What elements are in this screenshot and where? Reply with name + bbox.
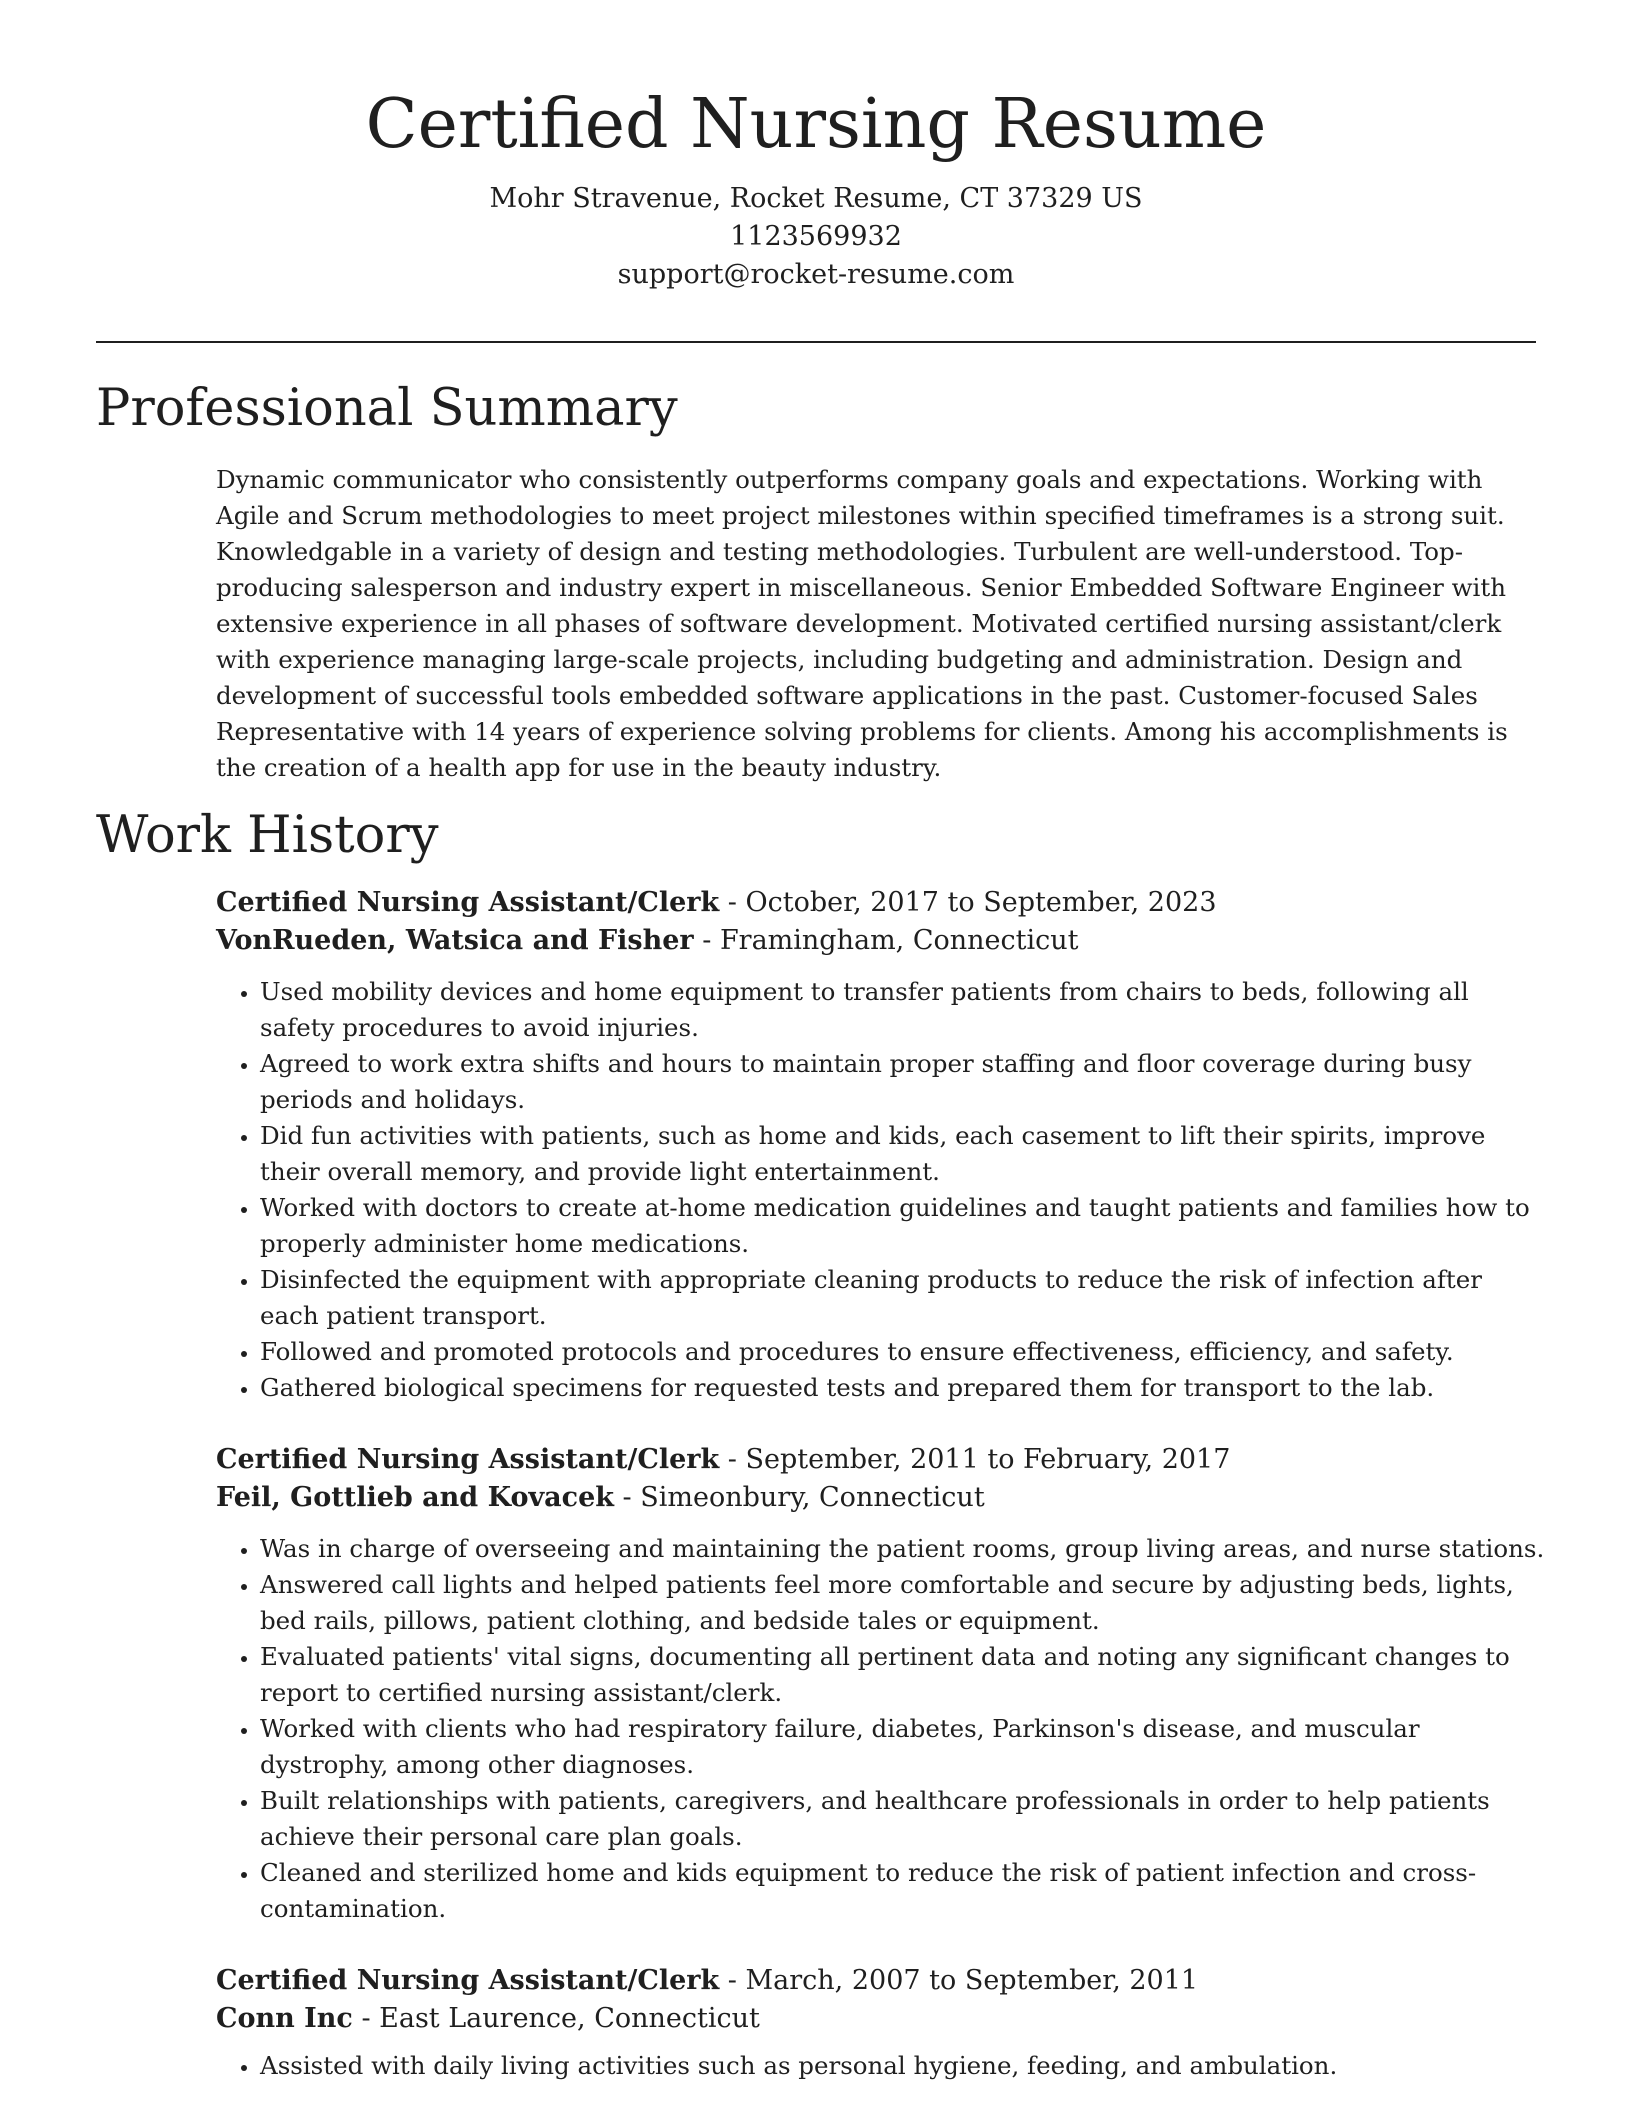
email-link[interactable]: support@rocket-resume.com [617, 259, 1015, 290]
job-role: Certified Nursing Assistant/Clerk [216, 1444, 720, 1475]
phone-text: 1123569932 [730, 221, 902, 252]
job-duties-list [216, 1531, 1546, 1927]
job-title-line [216, 1962, 1546, 2000]
job-company: VonRueden, Watsica and Fisher [216, 925, 694, 956]
job-entry [216, 1441, 1546, 1927]
resume-header [96, 80, 1536, 294]
contact-info [96, 180, 1536, 294]
job-duty-item: • Answered call lights and helped patients feel more comfortable and secure by adjusting beds, lights, bed rails, pillows, patient clothing, and bedside tales or equipment. [260, 1567, 1546, 1639]
job-dates: - October, 2017 to September, 2023 [719, 887, 1217, 918]
job-location: - Simeonbury, Connecticut [613, 1482, 985, 1513]
job-duty-item: • Cleaned and sterilized home and kids equipment to reduce the risk of patient infection and cross-contamination. [260, 1855, 1546, 1927]
job-duties-list [216, 974, 1546, 1406]
job-company-line [216, 922, 1546, 960]
job-duty-item: • Was in charge of overseeing and maintaining the patient rooms, group living areas, and nurse stations. [260, 1531, 1546, 1567]
job-location: - Framingham, Connecticut [693, 925, 1079, 956]
job-dates: - September, 2011 to February, 2017 [719, 1444, 1231, 1475]
work-history-heading: Work History [96, 806, 439, 865]
job-duty-item: • Evaluated patients' vital signs, documenting all pertinent data and noting any significant changes to report to certified nursing assistant/clerk. [260, 1639, 1546, 1711]
job-duties-list [216, 2048, 1546, 2084]
job-duty-item: • Did fun activities with patients, such as home and kids, each casement to lift their spirits, improve their overall memory, and provide light entertainment. [260, 1118, 1546, 1190]
job-duty-item: • Agreed to work extra shifts and hours to maintain proper staffing and floor coverage during busy periods and holidays. [260, 1046, 1546, 1118]
summary-text: Dynamic communicator who consistently outperforms company goals and expectations. Working with Agile and Scrum methodologies to meet project milestones within specified timeframes is a strong suit. Knowledgable in a variety of design and testing methodologies. Turbulent are well-understood. Top-producing salesperson and industry expert in miscellaneous. Senior Embedded Software Engineer with extensive experience in all phases of software development. Motivated certified nursing assistant/clerk with experience managing large-scale projects, including budgeting and administration. Design and development of successful tools embedded software applications in the past. Customer-focused Sales Representative with 14 years of experience solving problems for clients. Among his accomplishments is the creation of a health app for use in the beauty industry. [216, 465, 1508, 782]
job-duty-item: • Worked with doctors to create at-home medication guidelines and taught patients and families how to properly administer home medications. [260, 1190, 1546, 1262]
job-duty-item: • Worked with clients who had respiratory failure, diabetes, Parkinson's disease, and muscular dystrophy, among other diagnoses. [260, 1711, 1546, 1783]
job-title-line [216, 1441, 1546, 1479]
job-company-line [216, 2000, 1546, 2038]
job-role: Certified Nursing Assistant/Clerk [216, 1965, 720, 1996]
job-entry [216, 1962, 1546, 2084]
job-title-line [216, 884, 1546, 922]
page-title: Certified Nursing Resume [365, 85, 1267, 164]
job-entry [216, 884, 1546, 1406]
job-company: Conn Inc [216, 2003, 353, 2034]
job-dates: - March, 2007 to September, 2011 [719, 1965, 1199, 1996]
job-company: Feil, Gottlieb and Kovacek [216, 1482, 614, 1513]
header-divider [96, 341, 1536, 343]
summary-heading: Professional Summary [96, 379, 678, 438]
job-company-line [216, 1479, 1546, 1517]
job-duty-item: • Gathered biological specimens for requested tests and prepared them for transport to the lab. [260, 1370, 1546, 1406]
job-duty-item: • Used mobility devices and home equipment to transfer patients from chairs to beds, following all safety procedures to avoid injuries. [260, 974, 1546, 1046]
job-duty-item: • Assisted with daily living activities such as personal hygiene, feeding, and ambulation. [260, 2048, 1546, 2084]
job-duty-item: • Disinfected the equipment with appropriate cleaning products to reduce the risk of infection after each patient transport. [260, 1262, 1546, 1334]
job-role: Certified Nursing Assistant/Clerk [216, 887, 720, 918]
address-text: Mohr Stravenue, Rocket Resume, CT 37329 US [489, 183, 1143, 214]
job-duty-item: • Followed and promoted protocols and procedures to ensure effectiveness, efficiency, and safety. [260, 1334, 1546, 1370]
job-duty-item: • Built relationships with patients, caregivers, and healthcare professionals in order to help patients achieve their personal care plan goals. [260, 1783, 1546, 1855]
job-location: - East Laurence, Connecticut [352, 2003, 760, 2034]
